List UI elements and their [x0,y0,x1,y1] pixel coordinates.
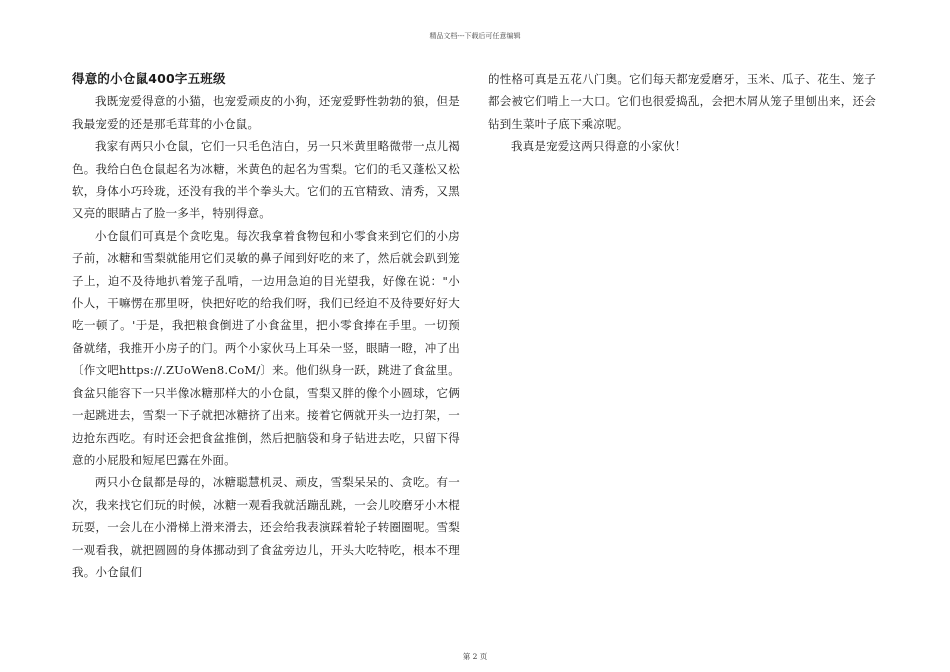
paragraph-3: 小仓鼠们可真是个贪吃鬼。每次我拿着食物包和小零食来到它们的小房子前，冰糖和雪梨就能用它们灵敏的鼻子闻到好吃的来了，然后就会趴到笼子上，迫不及待地扒着笼子乱啃，一边用急迫的目光望我，好像在说："小仆人，干嘛愣在那里呀，快把好吃的给我们呀，我们已经迫不及待要好好大吃一顿了。'于是，我把粮食倒进了小食盆里，把小零食捧在手里。一切预备就绪，我推开小房子的门。两个小家伙马上耳朵一竖，眼睛一瞪，冲了出〔作文吧https://.ZUoWen8.CoM/〕来。他们纵身一跃，跳进了食盆里。食盆只能容下一只半像冰糖那样大的小仓鼠，雪梨又胖的像个小圆球，它俩一起跳进去，雪梨一下子就把冰糖挤了出来。接着它俩就开头一边打架，一边抢东西吃。有时还会把食盆推倒，然后把脑袋和身子钻进去吃，只留下得意的小屁股和短尾巴露在外面。 [72,228,460,467]
closing-paragraph: 我真是宠爱这两只得意的小家伙！ [511,139,687,154]
paragraph-4: 两只小仓鼠都是母的，冰糖聪慧机灵、顽皮，雪梨呆呆的、贪吃。有一次，我来找它们玩的时候，冰糖一观看我就活蹦乱跳，一会儿咬磨牙小木棍玩耍，一会儿在小滑梯上滑来滑去，还会给我表演踩着轮子转圈圈呢。雪梨一观看我，就把圆圆的身体挪动到了食盆旁边儿，开头大吃特吃，根本不理我。小仓鼠们 [72,475,460,579]
paragraph-1: 我既宠爱得意的小猫，也宠爱顽皮的小狗，还宠爱野性勃勃的狼，但是我最宠爱的还是那毛茸茸的小仓鼠。 [72,94,460,131]
right-column [488,68,876,158]
paragraph-4-continuation: 的性格可真是五花八门奥。它们每天都宠爱磨牙，玉米、瓜子、花生、笼子都会被它们啃上一大口。它们也很爱捣乱，会把木屑从笼子里刨出来，还会钻到生菜叶子底下乘凉呢。 [488,72,876,131]
article-title: 得意的小仓鼠400字五班级 [72,71,226,86]
paragraph-2: 我家有两只小仓鼠，它们一只毛色洁白，另一只米黄里略微带一点儿褐色。我给白色仓鼠起名为冰糖，米黄色的起名为雪梨。它们的毛又蓬松又松软，身体小巧玲珑，还没有我的半个拳头大。它们的五官精致、清秀，又黑又亮的眼睛占了脸一多半，特别得意。 [72,139,460,221]
page-number: 第 2 页 [462,652,488,661]
page-header: 精品文档---下载后可任意编辑 [429,32,521,40]
left-column [72,68,460,583]
